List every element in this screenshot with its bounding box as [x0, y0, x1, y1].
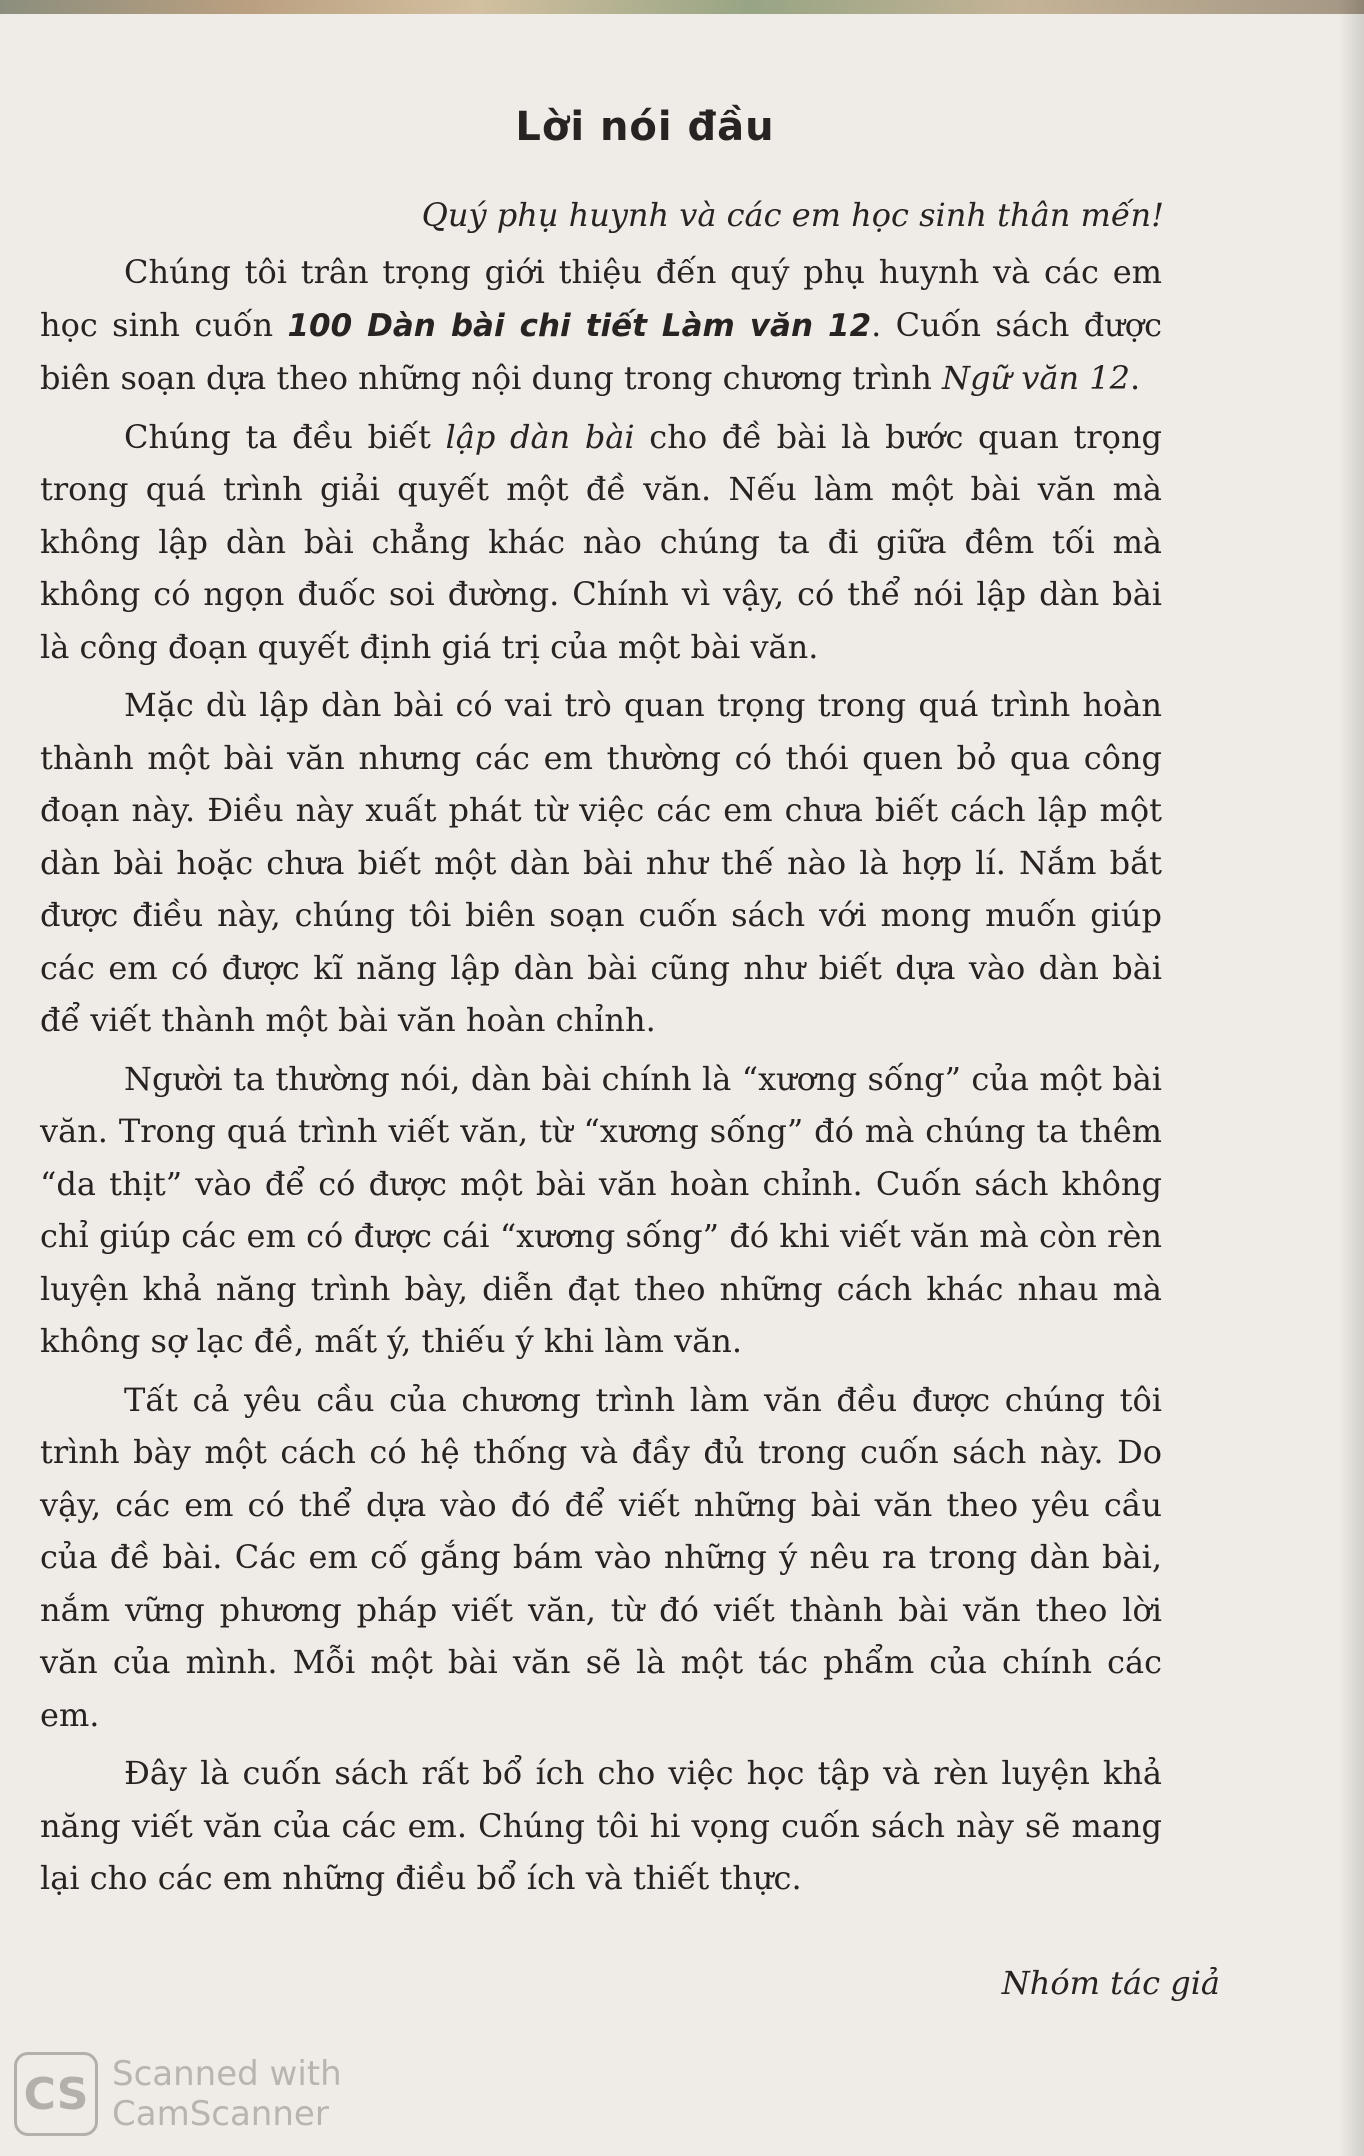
- program-name: Ngữ văn 12: [942, 359, 1130, 397]
- body-text: [40, 246, 1162, 1905]
- paragraph-1: [40, 246, 1162, 405]
- watermark-line-1: Scanned with: [112, 2054, 342, 2094]
- camscanner-watermark: [14, 2052, 342, 2136]
- paragraph-2: [40, 411, 1162, 674]
- paragraph-4: Người ta thường nói, dàn bài chính là “xương sống” của một bài văn. Trong quá trình viết văn, từ “xương sống” đó mà chúng ta thêm “da thịt” vào để có được một bài văn hoàn chỉnh. Cuốn sách không chỉ giúp các em có được cái “xương sống” đó khi viết văn mà còn rèn luyện khả năng trình bày, diễn đạt theo những cách khác nhau mà không sợ lạc đề, mất ý, thiếu ý khi làm văn.: [40, 1059, 1162, 1360]
- watermark-text: [112, 2054, 342, 2134]
- p1-text-after: .: [1129, 359, 1141, 397]
- paragraph-3: Mặc dù lập dàn bài có vai trò quan trọng trong quá trình hoàn thành một bài văn nhưng các em thường có thói quen bỏ qua công đoạn này. Điều này xuất phát từ việc các em chưa biết cách lập một dàn bài hoặc chưa biết một dàn bài như thế nào là hợp lí. Nắm bắt được điều này, chúng tôi biên soạn cuốn sách với mong muốn giúp các em có được kĩ năng lập dàn bài cũng như biết dựa vào dàn bài để viết thành một bài văn hoàn chỉnh.: [40, 686, 1162, 1039]
- page-title: Lời nói đầu: [515, 104, 775, 150]
- term-lap-dan-bai: lập dàn bài: [445, 417, 635, 456]
- p2-text-after: cho đề bài là bước quan trọng trong quá trình giải quyết một đề văn. Nếu làm một bài văn mà không lập dàn bài chẳng khác nào chúng ta đi giữa đêm tối mà không có ngọn đuốc soi đường. Chính vì vậy, có thể nói lập dàn bài là công đoạn quyết định giá trị của một bài văn.: [40, 417, 1163, 666]
- author-signature: Nhóm tác giả: [1001, 1964, 1220, 2002]
- book-title: 100 Dàn bài chi tiết Làm văn 12: [287, 307, 872, 344]
- watermark-line-2: CamScanner: [112, 2094, 329, 2134]
- p2-text-before: Chúng ta đều biết: [124, 417, 446, 456]
- camscanner-logo-icon: CS: [14, 2052, 98, 2136]
- p1-text-middle: . Cuốn sách được biên soạn dựa theo những nội dung trong chương trình: [40, 305, 1162, 397]
- paragraph-5: Tất cả yêu cầu của chương trình làm văn đều được chúng tôi trình bày một cách có hệ thống và đầy đủ trong cuốn sách này. Do vậy, các em có thể dựa vào đó để viết những bài văn theo yêu cầu của đề bài. Các em cố gắng bám vào những ý nêu ra trong dàn bài, nắm vững phương pháp viết văn, từ đó viết thành bài văn theo lời văn của mình. Mỗi một bài văn sẽ là một tác phẩm của chính các em.: [40, 1380, 1162, 1734]
- paragraph-6: Đây là cuốn sách rất bổ ích cho việc học tập và rèn luyện khả năng viết văn của các em. Chúng tôi hi vọng cuốn sách này sẽ mang lại cho các em những điều bổ ích và thiết thực.: [40, 1754, 1162, 1897]
- page-fold-shadow: [1338, 0, 1364, 2156]
- book-edge-strip: [0, 0, 1364, 14]
- p1-text-before: Chúng tôi trân trọng giới thiệu đến quý phụ huynh và các em học sinh cuốn: [40, 253, 1162, 344]
- greeting-line: Quý phụ huynh và các em học sinh thân mến!: [421, 196, 1164, 234]
